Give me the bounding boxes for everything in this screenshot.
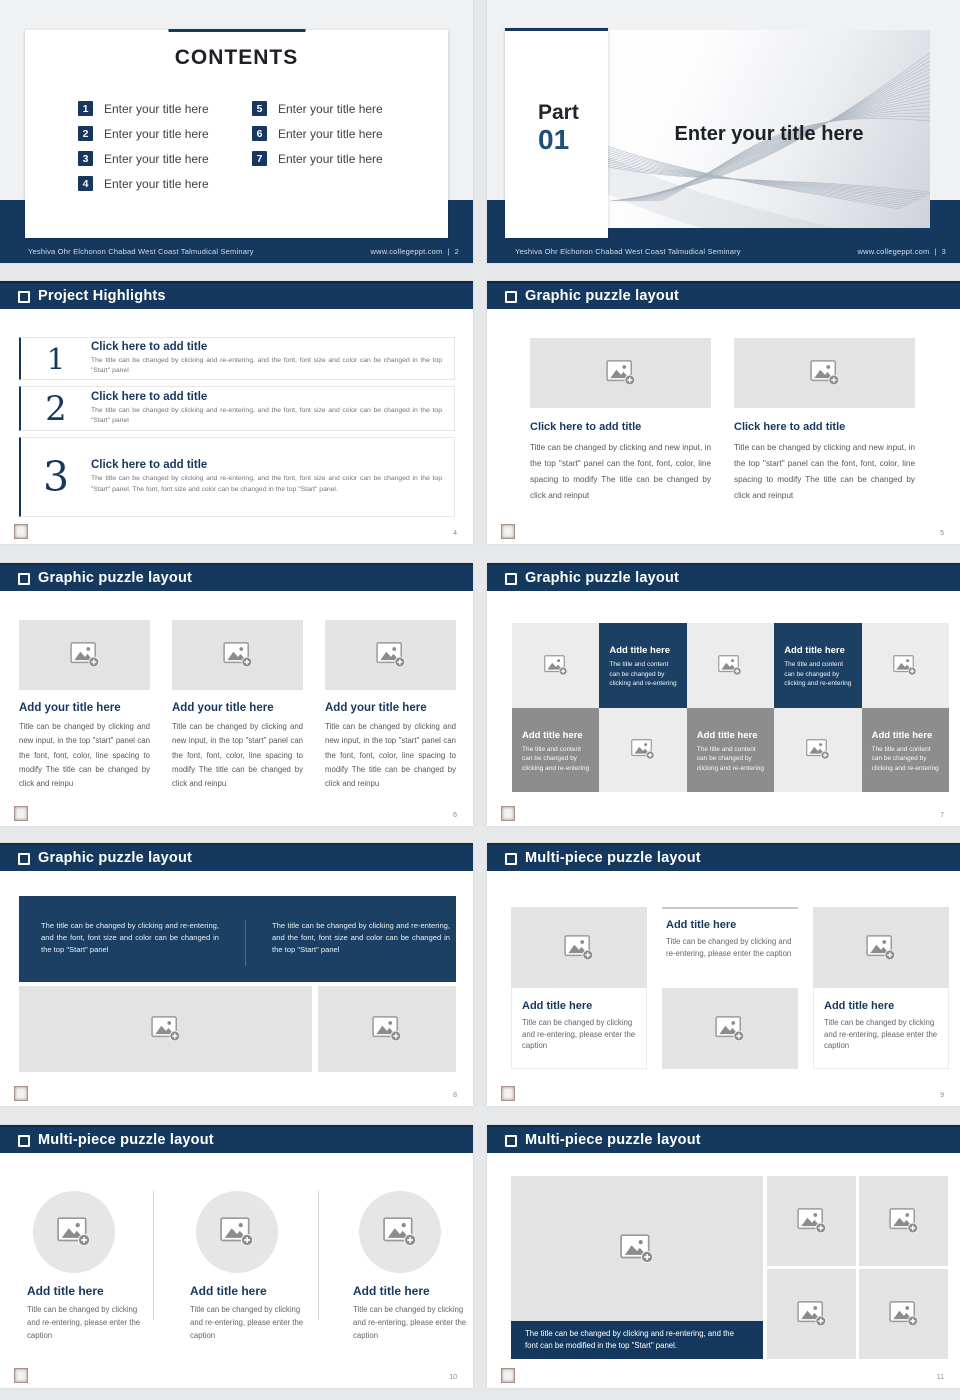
- column-body: Title can be changed by clicking and new input, in the top "start" panel can the font, font, color, line spacing to modify The title can be changed by click and reinput: [530, 443, 711, 500]
- row-title[interactable]: Click here to add title: [91, 459, 208, 471]
- block-body: Title can be changed by clicking and re-entering, please enter the caption: [353, 1305, 467, 1340]
- slide-header-title: Project Highlights: [38, 288, 166, 304]
- part-panel: [505, 28, 608, 238]
- puzzle-column: [325, 620, 456, 791]
- footer-org: Yeshiva Ohr Elchonon Chabad West Coast Talmudical Seminary: [28, 247, 254, 256]
- page-number: 5: [940, 530, 944, 537]
- image-placeholder[interactable]: [767, 1269, 856, 1359]
- slide-graphic-puzzle-2col[interactable]: [487, 281, 960, 544]
- row-number: 2: [45, 388, 67, 429]
- tile-text[interactable]: [512, 708, 599, 793]
- row-description: The title can be changed by clicking and re-entering, and the font, font size and color can be changed in the top "Start" panel. The font, font size and color can be changed in the top "Start" panel.: [91, 475, 442, 493]
- item-label: Enter your title here: [278, 151, 383, 166]
- item-label: Enter your title here: [104, 101, 209, 116]
- block-title: Add title here: [190, 1284, 267, 1298]
- image-placeholder[interactable]: [734, 338, 915, 408]
- image-placeholder[interactable]: [19, 986, 312, 1072]
- tile-body: The title and content can be changed by clicking and re-entering: [609, 661, 677, 687]
- contents-item[interactable]: [78, 151, 252, 166]
- puzzle-column: [734, 338, 915, 504]
- image-placeholder[interactable]: [318, 986, 456, 1072]
- tile-body: The title and content can be changed by clicking and re-entering: [784, 661, 852, 687]
- image-placeholder[interactable]: [599, 708, 686, 793]
- image-placeholder[interactable]: [33, 1191, 115, 1273]
- slide-header-bar: [487, 1125, 960, 1153]
- contents-card: [25, 30, 448, 238]
- add-image-icon: [718, 655, 742, 676]
- slide-header-bar: [487, 843, 960, 871]
- image-placeholder[interactable]: [172, 620, 303, 690]
- block-title: Add title here: [27, 1284, 104, 1298]
- text-block[interactable]: [813, 988, 949, 1069]
- add-image-icon: [223, 642, 253, 668]
- block-body: Title can be changed by clicking and re-entering, please enter the caption: [824, 1018, 938, 1050]
- block-body: Title can be changed by clicking and re-entering, please enter the caption: [666, 937, 792, 958]
- contents-item[interactable]: [78, 101, 252, 116]
- image-placeholder[interactable]: [859, 1269, 948, 1359]
- footer-site: www.collegeppt.com: [370, 247, 443, 256]
- contents-column-left: [78, 101, 252, 201]
- square-bullet-icon: [505, 853, 517, 865]
- row-title[interactable]: Click here to add title: [91, 390, 208, 403]
- column-title[interactable]: Add your title here: [172, 702, 274, 714]
- slide-multipiece-3col[interactable]: [487, 843, 960, 1106]
- footer-separator: |: [447, 247, 450, 256]
- slide-header-title: Graphic puzzle layout: [525, 288, 680, 304]
- block-body: Title can be changed by clicking and re-entering, please enter the caption: [522, 1018, 636, 1050]
- text-block[interactable]: [662, 909, 798, 988]
- text-block[interactable]: [353, 1284, 473, 1342]
- tile-body: The title and content can be changed by clicking and re-entering: [871, 745, 939, 772]
- slide-multipiece-bigpic[interactable]: [487, 1125, 960, 1388]
- image-placeholder[interactable]: [662, 988, 798, 1069]
- add-image-icon: [889, 1301, 919, 1327]
- add-image-icon: [383, 1217, 417, 1247]
- image-placeholder[interactable]: [325, 620, 456, 690]
- tile-title: Add title here: [871, 729, 933, 741]
- footer-site: www.collegeppt.com: [857, 247, 930, 256]
- row-number: 3: [42, 453, 70, 501]
- image-placeholder[interactable]: [774, 708, 861, 793]
- block-title: Add title here: [824, 1000, 895, 1012]
- column-body: Title can be changed by clicking and new input, in the top "start" panel can the font, font, color, line spacing to modify The title can be changed by click and reinpu: [325, 722, 456, 789]
- page-number: 8: [453, 1092, 457, 1099]
- tile-body: The title and content can be changed by clicking and re-entering: [522, 745, 590, 772]
- slide-header-bar: [487, 563, 960, 591]
- contents-item[interactable]: [252, 151, 383, 166]
- slide-header-title: Graphic puzzle layout: [525, 570, 680, 586]
- text-block[interactable]: [27, 1284, 149, 1342]
- text-block[interactable]: [190, 1284, 312, 1342]
- block-body: Title can be changed by clicking and re-entering, please enter the caption: [27, 1305, 141, 1340]
- item-label: Enter your title here: [104, 126, 209, 141]
- slide-header-title: Graphic puzzle layout: [38, 850, 193, 866]
- image-placeholder[interactable]: [530, 338, 711, 408]
- column-title[interactable]: Click here to add title: [734, 421, 846, 433]
- slide-header-title: Multi-piece puzzle layout: [525, 850, 701, 866]
- tile-title: Add title here: [784, 645, 845, 656]
- contents-item[interactable]: [78, 176, 252, 191]
- item-label: Enter your title here: [278, 101, 383, 116]
- image-placeholder[interactable]: [859, 1176, 948, 1266]
- seminary-logo: [501, 1368, 515, 1383]
- slide-header-title: Multi-piece puzzle layout: [38, 1132, 214, 1148]
- page-number: 10: [449, 1374, 457, 1381]
- page-number: 3: [941, 247, 946, 256]
- column-divider: [153, 1191, 154, 1320]
- footer-separator: |: [934, 247, 937, 256]
- add-image-icon: [606, 360, 636, 386]
- item-label: Enter your title here: [104, 151, 209, 166]
- add-image-icon: [631, 739, 655, 760]
- slide-header-bar: [0, 1125, 473, 1153]
- seminary-logo: [501, 524, 515, 539]
- block-title: Add title here: [666, 919, 737, 931]
- contents-columns: [25, 101, 448, 201]
- slide-header-title: Graphic puzzle layout: [38, 570, 193, 586]
- slide-part-cover[interactable]: [487, 0, 960, 263]
- item-label: Enter your title here: [278, 126, 383, 141]
- tile-text[interactable]: [774, 623, 861, 708]
- highlight-row[interactable]: [19, 437, 455, 517]
- image-placeholder[interactable]: [511, 907, 647, 988]
- add-image-icon: [376, 642, 406, 668]
- puzzle-column: [172, 620, 303, 791]
- cover-title: Enter your title here: [674, 123, 864, 145]
- cover-wave-image: [608, 30, 930, 228]
- puzzle-column: [511, 907, 647, 1069]
- column-title[interactable]: Add your title here: [325, 702, 427, 714]
- seminary-logo: [501, 1086, 515, 1101]
- column-title[interactable]: Click here to add title: [530, 421, 642, 433]
- slide-header-bar: [487, 281, 960, 309]
- add-image-icon: [70, 642, 100, 668]
- add-image-icon: [57, 1217, 91, 1247]
- row-description: The title can be changed by clicking and re-entering, and the font, font size and color can be changed in the top "Start" panel: [91, 406, 442, 424]
- slide-graphic-puzzle-grid[interactable]: [487, 563, 960, 826]
- tile-text[interactable]: [599, 623, 686, 708]
- page-number: 11: [936, 1374, 944, 1381]
- seminary-logo: [14, 1368, 28, 1383]
- image-placeholder[interactable]: [19, 620, 150, 690]
- item-number-badge: 5: [252, 101, 267, 116]
- image-placeholder[interactable]: [862, 623, 949, 708]
- image-placeholder[interactable]: [511, 1176, 763, 1321]
- seminary-logo: [14, 524, 28, 539]
- add-image-icon: [620, 1234, 654, 1264]
- puzzle-column: [662, 907, 798, 1069]
- add-image-icon: [810, 360, 840, 386]
- image-placeholder[interactable]: [767, 1176, 856, 1266]
- highlight-row[interactable]: [19, 386, 455, 431]
- add-image-icon: [797, 1301, 827, 1327]
- page-number: 9: [940, 1092, 944, 1099]
- square-bullet-icon: [18, 291, 30, 303]
- slide-header-bar: [0, 281, 473, 309]
- tile-title: Add title here: [522, 729, 583, 741]
- column-body: Title can be changed by clicking and new input, in the top "start" panel can the font, font, color, line spacing to modify The title can be changed by click and reinpu: [172, 722, 303, 789]
- banner-text: The title can be changed by clicking and re-entering, and the font, font size and color can be changed in the top "Start" panel: [41, 921, 219, 955]
- image-placeholder[interactable]: [196, 1191, 278, 1273]
- puzzle-column: [530, 338, 711, 504]
- add-image-icon: [151, 1016, 181, 1042]
- seminary-logo: [14, 1086, 28, 1101]
- text-block[interactable]: [511, 988, 647, 1069]
- column-divider: [318, 1191, 319, 1320]
- add-image-icon: [866, 935, 896, 961]
- add-image-icon: [806, 739, 830, 760]
- add-image-icon: [797, 1208, 827, 1234]
- add-image-icon: [715, 1016, 745, 1042]
- square-bullet-icon: [505, 1135, 517, 1147]
- puzzle-column: [19, 620, 150, 791]
- seminary-logo: [501, 806, 515, 821]
- square-bullet-icon: [18, 1135, 30, 1147]
- add-image-icon: [889, 1208, 919, 1234]
- seminary-logo: [14, 806, 28, 821]
- row-title[interactable]: Click here to add title: [91, 340, 208, 353]
- add-image-icon: [564, 935, 594, 961]
- block-body: Title can be changed by clicking and re-entering, please enter the caption: [190, 1305, 304, 1340]
- square-bullet-icon: [505, 291, 517, 303]
- slide-multipiece-circles[interactable]: [0, 1125, 473, 1388]
- banner-divider: [245, 920, 246, 966]
- item-number-badge: 6: [252, 126, 267, 141]
- slide-graphic-puzzle-3col[interactable]: [0, 563, 473, 826]
- slide-project-highlights[interactable]: [0, 281, 473, 544]
- title-accent-line: [168, 29, 305, 32]
- page-number: 4: [453, 530, 457, 537]
- footer-org: Yeshiva Ohr Elchonon Chabad West Coast Talmudical Seminary: [515, 247, 741, 256]
- puzzle-column: [813, 907, 949, 1069]
- square-bullet-icon: [18, 573, 30, 585]
- tile-text[interactable]: [687, 708, 774, 793]
- row-description: The title can be changed by clicking and re-entering, and the font, font size and color can be changed in the top "Start" panel: [91, 356, 442, 374]
- page-number: 7: [940, 812, 944, 819]
- highlight-row[interactable]: [19, 337, 455, 380]
- block-title: Add title here: [522, 1000, 593, 1012]
- item-number-badge: 7: [252, 151, 267, 166]
- contents-column-right: [252, 101, 383, 201]
- add-image-icon: [220, 1217, 254, 1247]
- slide-header-title: Multi-piece puzzle layout: [525, 1132, 701, 1148]
- item-number-badge: 2: [78, 126, 93, 141]
- part-label: Part: [538, 101, 579, 124]
- item-number-badge: 1: [78, 101, 93, 116]
- tile-title: Add title here: [696, 729, 758, 741]
- item-label: Enter your title here: [104, 176, 209, 191]
- slide-footer: [515, 247, 946, 256]
- column-body: Title can be changed by clicking and new input, in the top "start" panel can the font, font, color, line spacing to modify The title can be changed by click and reinpu: [19, 722, 150, 789]
- slide-footer: [28, 247, 459, 256]
- slide-graphic-puzzle-banner[interactable]: [0, 843, 473, 1106]
- caption-bar: The title can be changed by clicking and re-entering, and the font can be modified in the top "Start" panel.: [511, 1321, 763, 1359]
- part-number: 01: [538, 124, 570, 155]
- contents-item[interactable]: [78, 126, 252, 141]
- tile-body: The title and content can be changed by clicking and re-entering: [696, 745, 764, 772]
- add-image-icon: [893, 655, 917, 676]
- tile-text[interactable]: [862, 708, 949, 793]
- slide-header-bar: [0, 843, 473, 871]
- add-image-icon: [372, 1016, 402, 1042]
- tile-title: Add title here: [609, 645, 671, 656]
- item-number-badge: 3: [78, 151, 93, 166]
- slide-contents[interactable]: [0, 0, 473, 263]
- page-number: 2: [454, 247, 459, 256]
- item-number-badge: 4: [78, 176, 93, 191]
- contents-item[interactable]: [252, 101, 383, 116]
- column-body: Title can be changed by clicking and new input, in the top "start" panel can the font, font, color, line spacing to modify The title can be changed by click and reinput: [734, 443, 915, 500]
- row-number: 1: [46, 341, 66, 376]
- text-banner[interactable]: [19, 896, 456, 982]
- image-placeholder[interactable]: [512, 623, 599, 708]
- square-bullet-icon: [18, 853, 30, 865]
- block-title: Add title here: [353, 1284, 430, 1298]
- square-bullet-icon: [505, 573, 517, 585]
- banner-text: The title can be changed by clicking and re-entering, and the font, font size and color can be changed in the top "Start" panel: [272, 921, 450, 955]
- page-number: 6: [453, 812, 457, 819]
- column-title[interactable]: Add your title here: [19, 702, 121, 714]
- slide-header-bar: [0, 563, 473, 591]
- highlight-rows: [19, 337, 455, 523]
- contents-item[interactable]: [252, 126, 383, 141]
- image-placeholder[interactable]: [359, 1191, 441, 1273]
- add-image-icon: [544, 655, 568, 676]
- tile-grid: [512, 623, 949, 792]
- image-placeholder[interactable]: [687, 623, 774, 708]
- contents-title: CONTENTS: [174, 46, 299, 69]
- image-placeholder[interactable]: [813, 907, 949, 988]
